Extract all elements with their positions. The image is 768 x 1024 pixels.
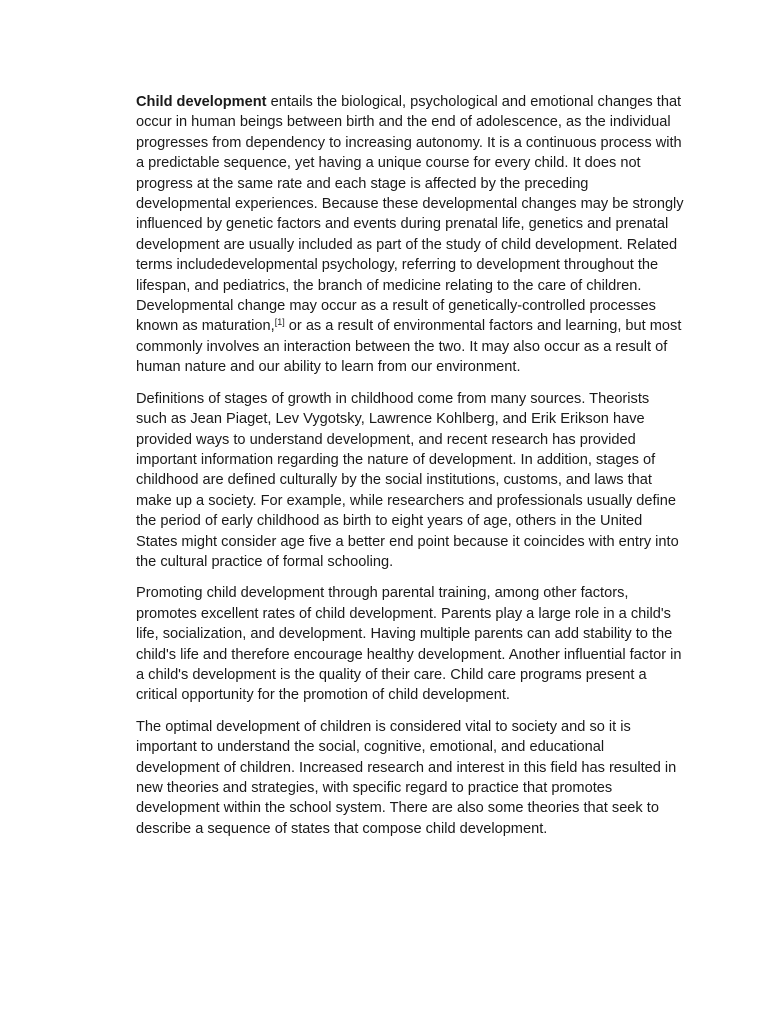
citation-link[interactable]: [1]: [274, 317, 285, 328]
paragraph-1-text-a: entails the biological, psychological and emotional changes that occur in human beings between birth and the end of adolescence, as the individual progresses from dependency to increasing autonomy. It is a continuous process with a predictable sequence, yet having a unique course for every child. It does not progress at the same rate and each stage is affected by the preceding developmental experiences. Because these developmental changes may be strongly influenced by genetic factors and events during prenatal life, genetics and prenatal development are usually included as part of the study of child development. Related terms includedevelopmental psychology, referring to development throughout the lifespan, and pediatrics, the branch of medicine relating to the care of children. Developmental change may occur as a result of genetically-controlled processes known as maturation,: [136, 94, 684, 335]
paragraph-3: Promoting child development through parental training, among other factors, promotes excellent rates of child development. Parents play a large role in a child's life, socialization, and development. Having multiple parents can add stability to the child's life and therefore encourage healthy development. Another influential factor in a child's development is the quality of their care. Child care programs present a critical opportunity for the promotion of child development.: [136, 585, 682, 704]
paragraph-4: The optimal development of children is considered vital to society and so it is important to understand the social, cognitive, emotional, and educational development of children. Increased research and interest in this field has resulted in new theories and strategies, with specific regard to practice that promotes development within the school system. There are also some theories that seek to describe a sequence of states that compose child development.: [136, 718, 677, 837]
paragraph-1-text-b: or as a result of environmental factors and learning, but most commonly involves an interaction between the two. It may also occur as a result of human nature and our ability to learn from our environment.: [136, 318, 682, 376]
lead-term: Child development: [136, 94, 267, 110]
paragraph-2: Definitions of stages of growth in childhood come from many sources. Theorists such as Jean Piaget, Lev Vygotsky, Lawrence Kohlberg, and Erik Erikson have provided ways to understand development, and recent research has provided important information regarding the nature of development. In addition, stages of childhood are defined culturally by the social institutions, customs, and laws that make up a society. For example, while researchers and professionals usually define the period of early childhood as birth to eight years of age, others in the United States might consider age five a better end point because it coincides with entry into the cultural practice of formal schooling.: [136, 390, 679, 570]
paragraph-1: [136, 92, 684, 378]
document-body: [136, 92, 684, 850]
